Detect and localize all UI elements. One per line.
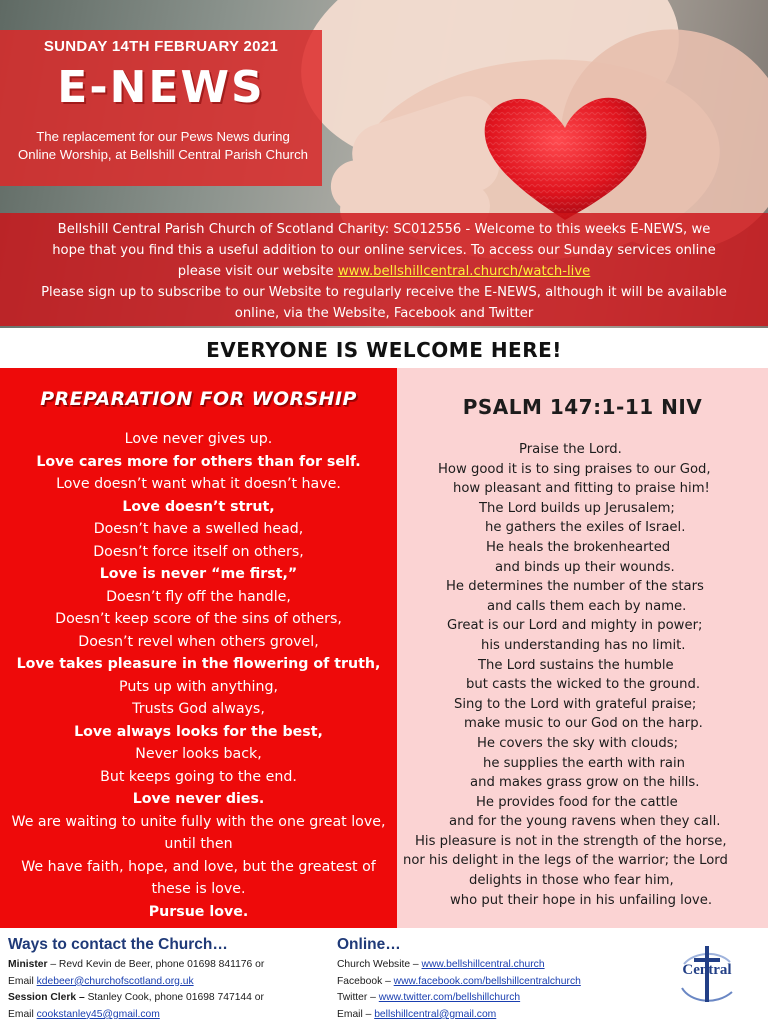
email-label: Email – (337, 1008, 375, 1020)
twitter-link[interactable]: www.twitter.com/bellshillchurch (378, 992, 521, 1004)
poem-line: We have faith, hope, and love, but the greatest of these is love. (21, 858, 376, 897)
psalm-line: but casts the wicked to the ground. (466, 677, 701, 693)
psalm-line: Great is our Lord and mighty in power; (447, 618, 703, 634)
clerk-line (8, 990, 328, 1007)
poem-line: Pursue love. (148, 903, 249, 920)
facebook-label: Facebook – (337, 975, 394, 987)
poem-line: Doesn’t keep score of the sins of others, (55, 611, 342, 627)
twitter-line (337, 990, 657, 1007)
online-heading: Online… (337, 936, 401, 953)
intro-line: online, via the Website, Facebook and Twitter (234, 306, 534, 321)
psalm-line: and for the young ravens when they call. (449, 814, 721, 830)
title-box (0, 30, 322, 186)
subtitle-line: Online Worship, at Bellshill Central Parish Church (18, 147, 309, 162)
intro-line: Please sign up to subscribe to our Website to regularly receive the E-NEWS, although it will be available (41, 285, 727, 300)
intro-text-box (0, 213, 768, 326)
intro-line: hope that you find this a useful addition to our online services. To access our Sunday services online (52, 243, 716, 258)
minister-email-line (8, 974, 328, 991)
church-email-link[interactable]: bellshillcentral@gmail.com (374, 1008, 497, 1020)
subtitle-line: The replacement for our Pews News during (36, 129, 290, 144)
psalm-line: how pleasant and fitting to praise him! (453, 481, 710, 497)
facebook-link[interactable]: www.facebook.com/bellshillcentralchurch (393, 975, 581, 987)
newsletter-title: E-NEWS (57, 62, 265, 113)
minister-label: Minister (8, 959, 48, 970)
clerk-email-link[interactable]: cookstanley45@gmail.com (36, 1008, 160, 1020)
psalm-line: and makes grass grow on the hills. (470, 775, 700, 791)
twitter-label: Twitter – (337, 992, 379, 1004)
psalm-line: He determines the number of the stars (446, 579, 704, 595)
poem-line: Love takes pleasure in the flowering of truth, (16, 656, 381, 672)
psalm-line: The Lord builds up Jerusalem; (479, 500, 675, 516)
preparation-title: PREPARATION FOR WORSHIP (40, 388, 357, 410)
preparation-poem (4, 428, 393, 923)
poem-line: Doesn’t fly off the handle, (106, 588, 291, 605)
psalm-line: and binds up their wounds. (495, 559, 675, 575)
psalm-line: delights in those who fear him, (469, 873, 674, 889)
poem-line: Love doesn’t want what it doesn’t have. (56, 476, 341, 492)
email-prefix: Email (8, 1008, 37, 1020)
footer (0, 928, 768, 1024)
psalm-line: He heals the brokenhearted (486, 539, 671, 555)
psalm-line: He covers the sky with clouds; (477, 735, 679, 751)
preparation-section (0, 368, 397, 928)
email-line (337, 1007, 657, 1024)
contact-heading: Ways to contact the Church… (8, 936, 228, 953)
newsletter-subtitle (18, 128, 308, 164)
poem-line: But keeps going to the end. (100, 768, 297, 785)
contact-details (8, 957, 328, 1023)
poem-line: Puts up with anything, (119, 678, 278, 695)
poem-line: Love is never “me first,” (99, 566, 298, 582)
psalm-line: nor his delight in the legs of the warrior; the Lord (403, 853, 728, 869)
poem-line: Love never dies. (132, 791, 265, 807)
intro-line: Bellshill Central Parish Church of Scotland Charity: SC012556 - Welcome to this weeks E-NEWS, we (57, 222, 711, 237)
psalm-title: PSALM 147:1-11 NIV (462, 395, 703, 419)
welcome-heading: EVERYONE IS WELCOME HERE! (206, 338, 562, 362)
psalm-line: How good it is to sing praises to our God, (438, 461, 711, 477)
logo-text: Central (682, 962, 732, 978)
psalm-line: make music to our God on the harp. (464, 716, 703, 732)
poem-line: Love cares more for others than for self. (36, 453, 361, 470)
psalm-line: who put their hope in his unfailing love. (450, 892, 713, 908)
psalm-section (397, 368, 768, 928)
clerk-details: Stanley Cook, phone 01698 747144 or (84, 992, 264, 1004)
psalm-line: His pleasure is not in the strength of the horse, (415, 833, 727, 849)
knitted-heart-icon (475, 88, 655, 228)
psalm-text (403, 440, 762, 910)
minister-line (8, 957, 328, 974)
intro-line (8, 261, 760, 282)
psalm-line: Sing to the Lord with grateful praise; (454, 696, 697, 712)
poem-line: Never looks back, (135, 746, 262, 762)
clerk-email-line (8, 1007, 328, 1024)
minister-details: – Revd Kevin de Beer, phone 01698 841176 or (47, 959, 265, 970)
poem-line: Doesn’t revel when others grovel, (78, 633, 319, 650)
church-logo (676, 944, 738, 1010)
poem-line: Love never gives up. (124, 431, 273, 447)
hero-banner (0, 0, 768, 328)
psalm-line: The Lord sustains the humble (478, 657, 674, 673)
psalm-line: Praise the Lord. (519, 442, 622, 457)
poem-line: Love doesn’t strut, (122, 498, 275, 515)
website-line (337, 957, 657, 974)
psalm-line: He provides food for the cattle (476, 794, 678, 810)
minister-email-link[interactable]: kdebeer@churchofscotland.org.uk (36, 975, 194, 987)
website-label: Church Website – (337, 959, 422, 970)
poem-line: We are waiting to unite fully with the one great love, until then (11, 813, 386, 852)
email-prefix: Email (8, 975, 37, 987)
issue-date: SUNDAY 14TH FEBRUARY 2021 (43, 38, 279, 55)
psalm-line: and calls them each by name. (487, 598, 687, 614)
intro-link-prefix: please visit our website (177, 264, 338, 279)
psalm-line: he supplies the earth with rain (483, 755, 686, 771)
facebook-line (337, 974, 657, 991)
poem-line: Trusts God always, (132, 701, 265, 717)
website-link[interactable]: www.bellshillcentral.church (421, 959, 545, 970)
psalm-line: his understanding has no limit. (481, 637, 686, 653)
online-details (337, 957, 657, 1023)
watch-live-link[interactable]: www.bellshillcentral.church/watch-live (337, 264, 591, 279)
poem-line: Doesn’t have a swelled head, (93, 521, 304, 537)
psalm-line: he gathers the exiles of Israel. (485, 520, 686, 536)
poem-line: Love always looks for the best, (74, 723, 323, 740)
clerk-label: Session Clerk – (8, 992, 85, 1004)
poem-line: Doesn’t force itself on others, (93, 543, 304, 560)
